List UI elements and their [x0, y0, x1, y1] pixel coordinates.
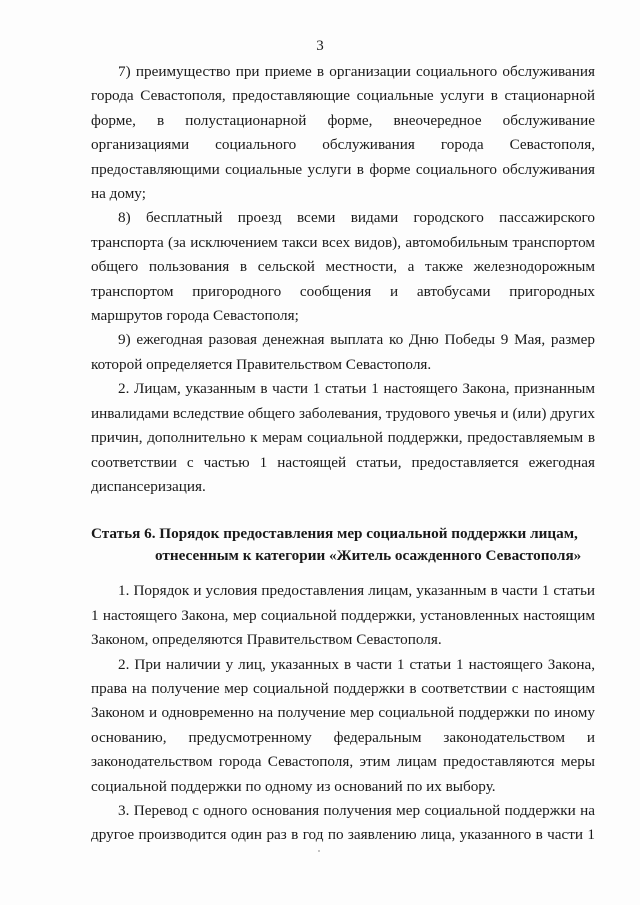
- article-heading-line2: отнесенным к категории «Житель осажденного Севастополя»: [155, 547, 582, 565]
- paragraph-item-8: 8) бесплатный проезд всеми видами городского пассажирского транспорта (за исключением такси всех видов), автомобильным транспортом общего пользования в сельской местности, а также железнодорожным транспортом пригородного сообщения и автобусами пригородных маршрутов города Севастополя;: [91, 209, 595, 325]
- article6-paragraph-3: 3. Перевод с одного основания получения мер социальной поддержки на другое производится один раз в год по заявлению лица, указанного в части 1: [91, 801, 595, 844]
- page-number: 3: [316, 38, 324, 54]
- article-heading: [91, 523, 595, 567]
- scan-mark: [318, 850, 320, 852]
- document-body: [91, 60, 595, 848]
- paragraph-part-2: 2. Лицам, указанным в части 1 статьи 1 настоящего Закона, признанным инвалидами вследствие общего заболевания, трудового увечья и (или) других причин, дополнительно к мерам социальной поддержки, предоставляемым в соответствии с частью 1 настоящей статьи, предоставляется ежегодная диспансеризация.: [91, 380, 595, 495]
- article-heading-line1: Статья 6. Порядок предоставления мер социальной поддержки лицам,: [91, 525, 578, 543]
- article6-paragraph-1: 1. Порядок и условия предоставления лицам, указанным в части 1 статьи 1 настоящего Закона, мер социальной поддержки, установленных настоящим Законом, определяются Правительством Севастополя.: [91, 582, 595, 649]
- paragraph-item-9: 9) ежегодная разовая денежная выплата ко Дню Победы 9 Мая, размер которой определяется Правительством Севастополя.: [91, 331, 595, 373]
- paragraph-item-7: 7) преимущество при приеме в организации социального обслуживания города Севастополя, предоставляющие социальные услуги в стационарной форме, в полустационарной форме, внеочередное обслуживание организациями социального обслуживания города Севастополя, предоставляющими социальные услуги в форме социального обслуживания на дому;: [91, 63, 595, 203]
- article6-paragraph-2: 2. При наличии у лиц, указанных в части 1 статьи 1 настоящего Закона, права на получение мер социальной поддержки в соответствии с настоящим Законом и одновременно на получение мер социальной поддержки по иному основанию, предусмотренному федеральным законодательством и законодательством города Севастополя, этим лицам предоставляются меры социальной поддержки по одному из оснований по их выбору.: [91, 655, 595, 795]
